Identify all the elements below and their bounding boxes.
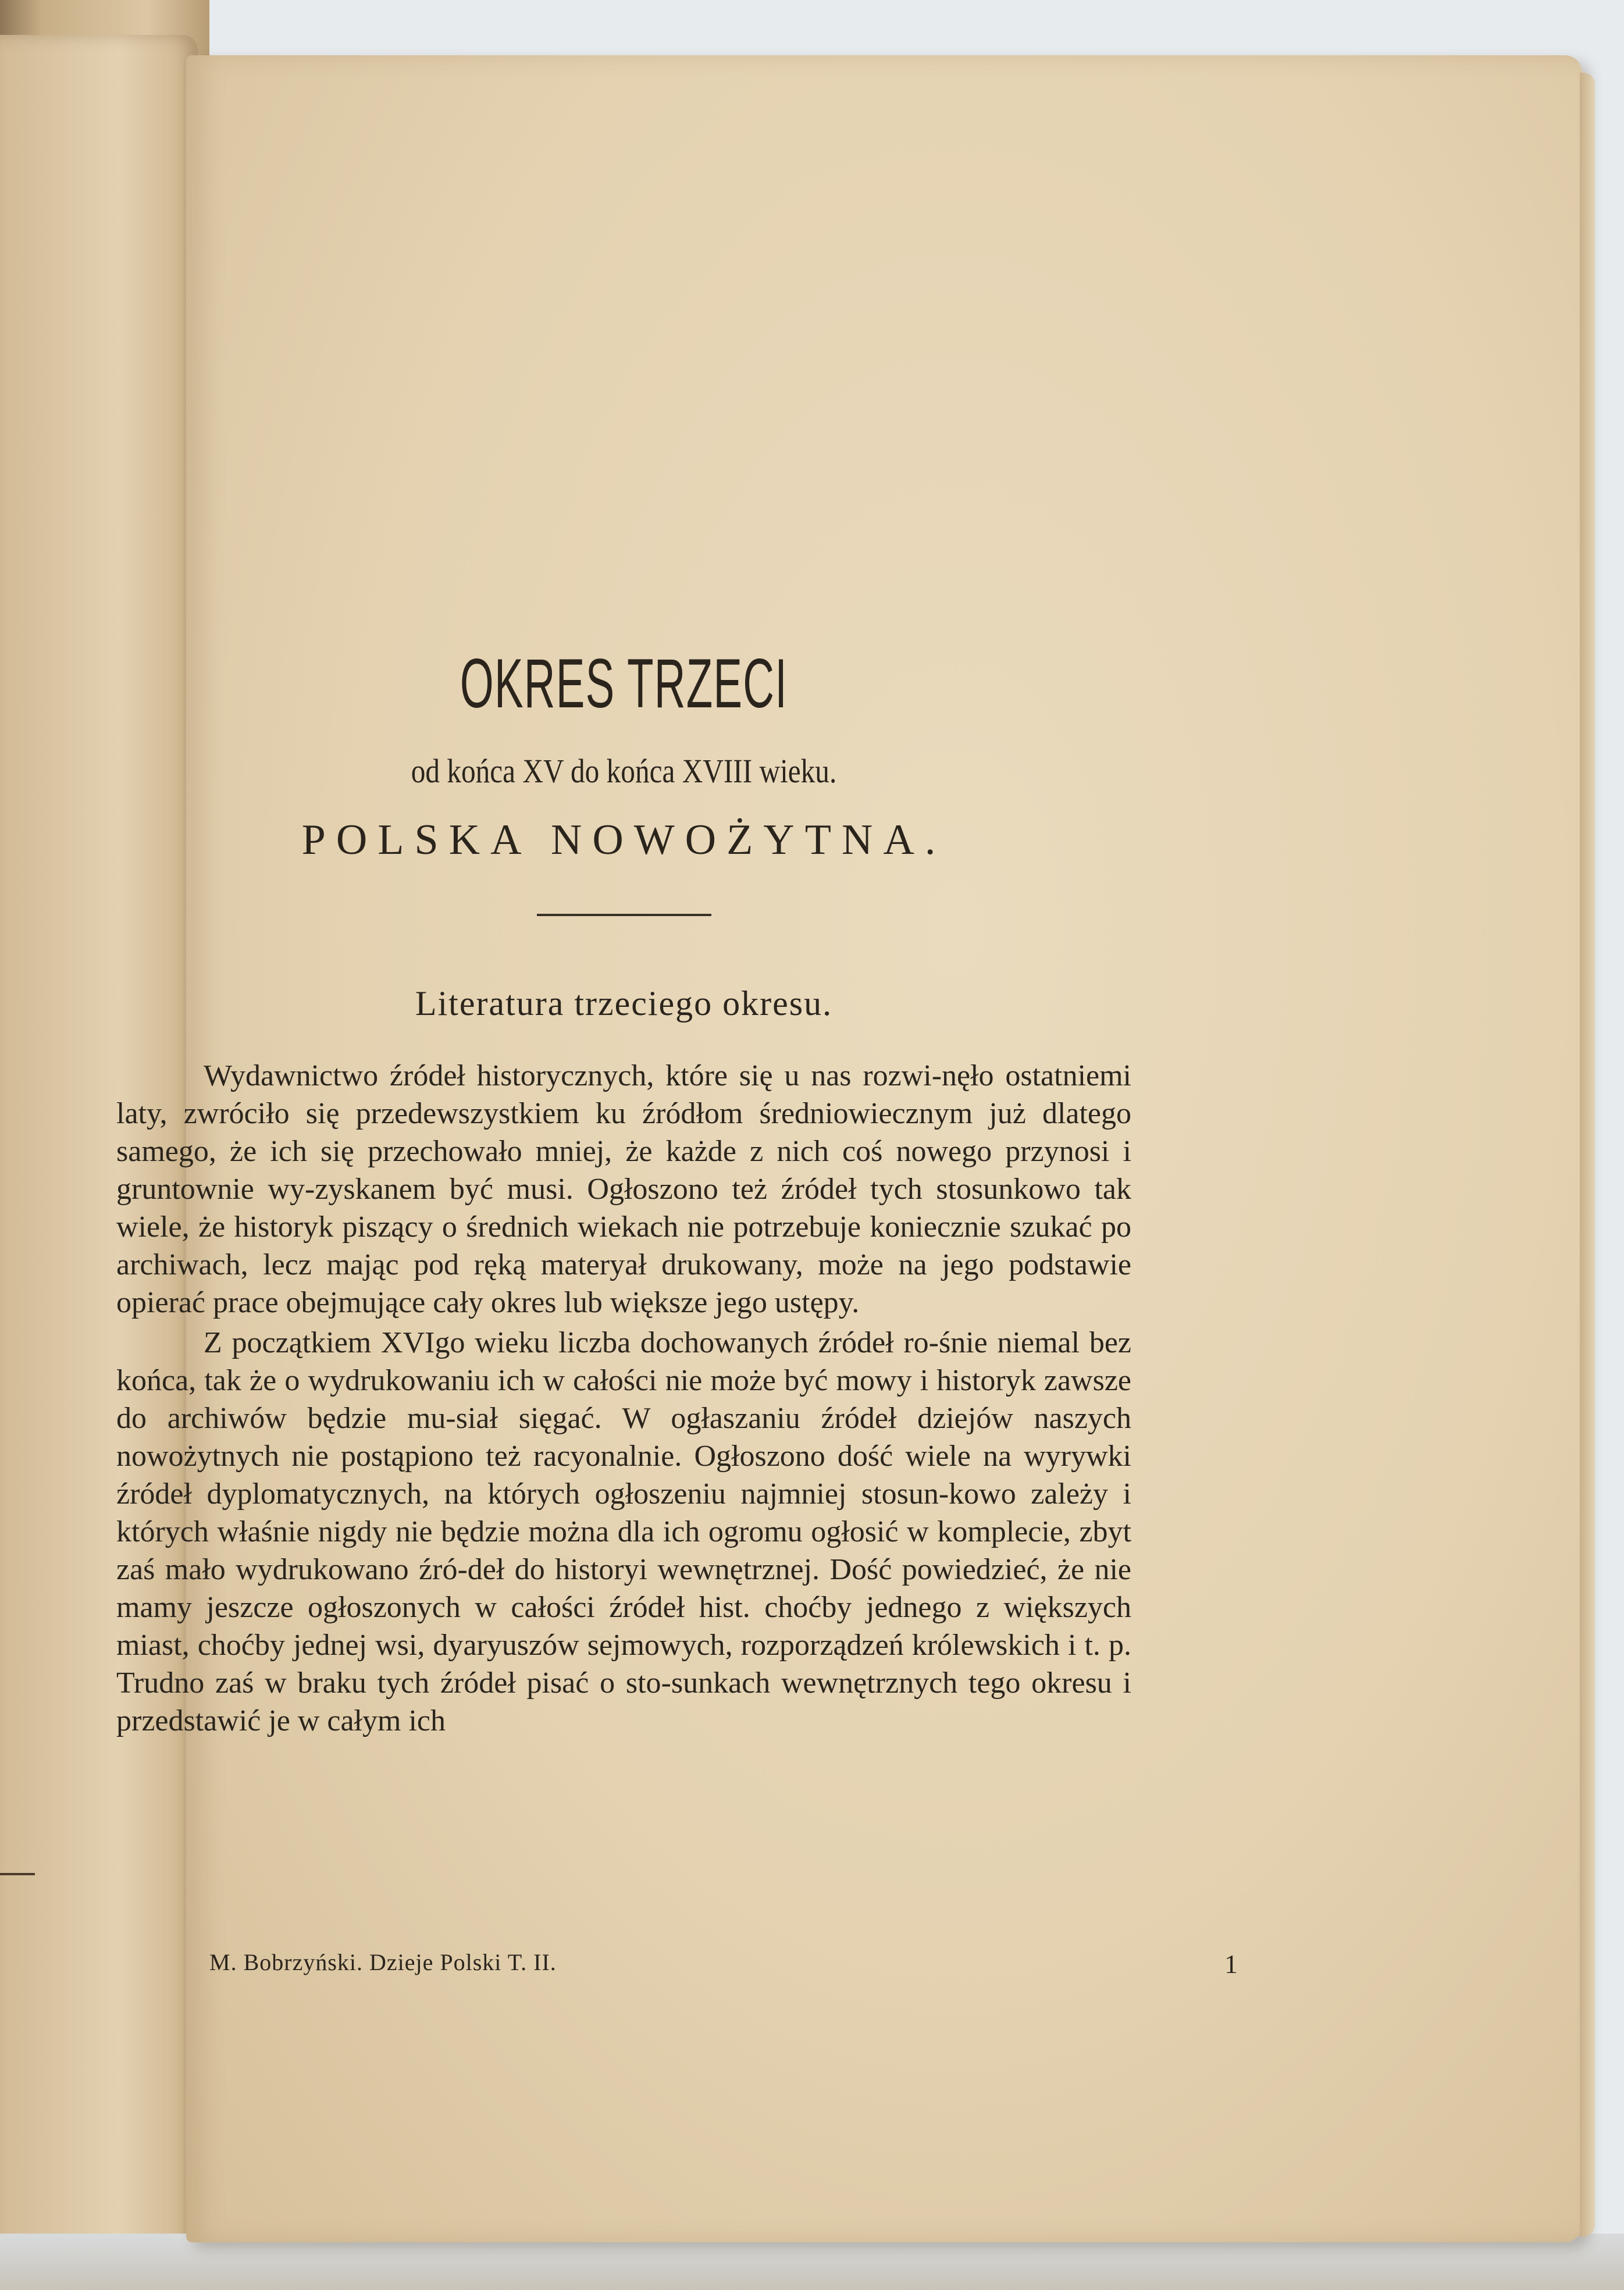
chapter-title: OKRES TRZECI: [460, 644, 788, 722]
page-edge: [1580, 73, 1595, 2236]
running-footer: M. Bobrzyński. Dzieje Polski T. II.: [209, 1949, 557, 1975]
left-page-mark: [0, 1873, 35, 1875]
page-content: [116, 644, 1131, 1740]
part-heading: POLSKA NOWOŻYTNA.: [301, 816, 946, 864]
page-number: 1: [1224, 1949, 1238, 1979]
section-title: Literatura trzeciego okresu.: [415, 984, 833, 1023]
chapter-subtitle: od końca XV do końca XVIII wieku.: [411, 752, 837, 790]
paragraph: Wydawnictwo źródeł historycznych, które się u nas rozwi-nęło ostatniemi laty, zwróciło się przedewszystkiem ku źródłom średniowiecznym już dlatego samego, że ich się przechowało mniej, że każde z nich coś nowego przynosi i gruntownie wy-zyskanem być musi. Ogłoszono też źródeł tych stosunkowo tak wiele, że historyk piszący o średnich wiekach nie potrzebuje koniecznie szukać po archiwach, lecz mając pod ręką materyał drukowany, może na jego podstawie opierać prace obejmujące cały okres lub większe jego ustępy.: [116, 1059, 1131, 1319]
divider-rule: [537, 914, 711, 916]
paragraph: Z początkiem XVIgo wieku liczba dochowanych źródeł ro-śnie niemal bez końca, tak że o wydrukowaniu ich w całości nie może być mowy i historyk zawsze do archiwów będzie mu-siał sięgać. W ogłaszaniu źródeł dziejów naszych nowożytnych nie postąpiono też racyonalnie. Ogłoszono dość wiele na wyrywki źródeł dyplomatycznych, na których ogłoszeniu najmniej stosun-kowo zależy i których właśnie nigdy nie będzie można dla ich ogromu ogłosić w komplecie, zbyt zaś mało wydrukowano źró-deł do historyi wewnętrznej. Dość powiedzieć, że nie mamy jeszcze ogłoszonych w całości źródeł hist. choćby jednego z większych miast, choćby jednej wsi, dyaryuszów sejmowych, rozporządzeń królewskich i t. p. Trudno zaś w braku tych źródeł pisać o sto-sunkach wewnętrznych tego okresu i przedstawić je w całym ich: [116, 1326, 1131, 1737]
